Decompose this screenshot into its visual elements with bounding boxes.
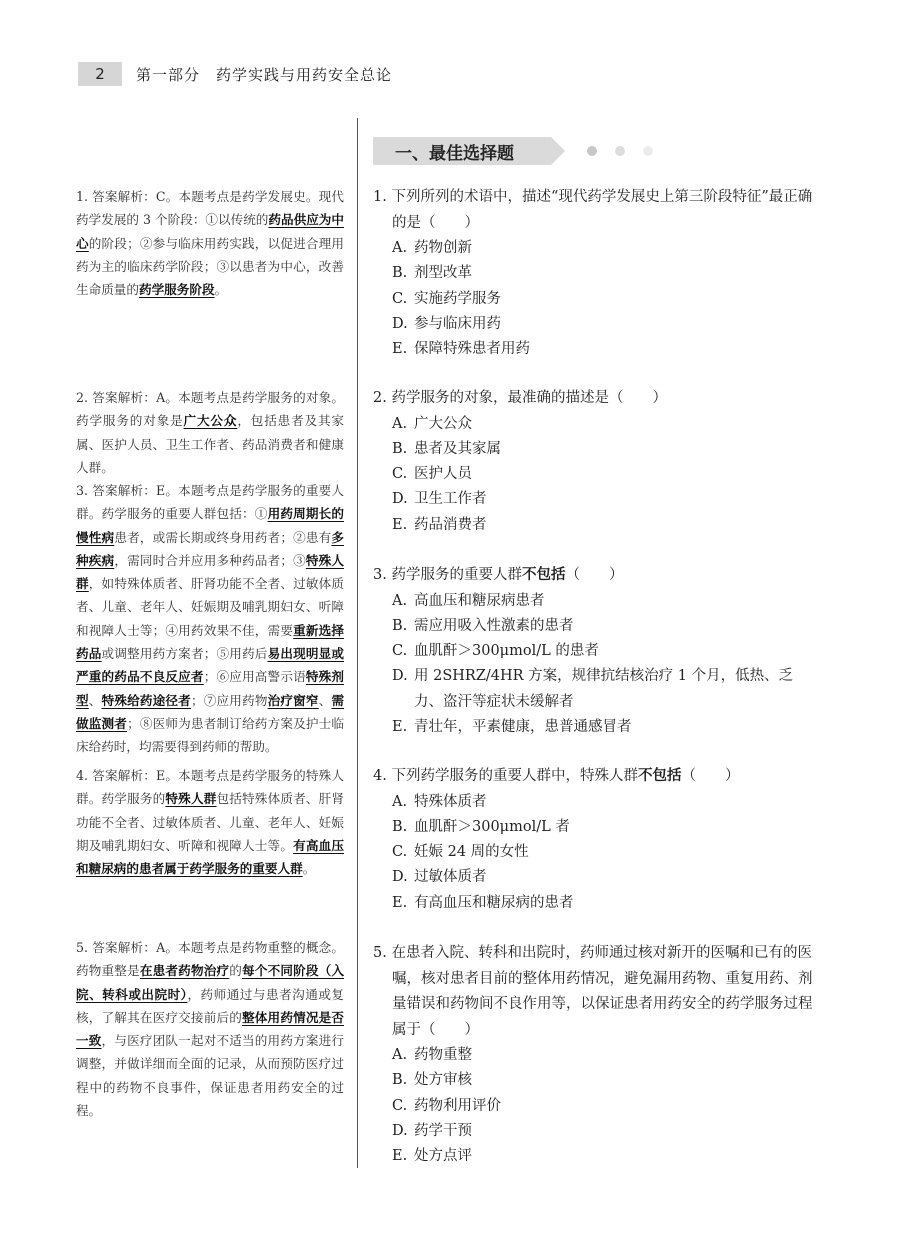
option-text: 保障特殊患者用药	[414, 341, 530, 358]
stem-text-end: （ ）	[681, 768, 740, 784]
key-point: 重新选择药品	[76, 622, 345, 662]
question-4	[373, 764, 813, 916]
answer-segment: 包括特殊体质者、肝肾功能不全者、过敏体质者、儿童、老年人、妊娠期及哺乳期妇女、听障和视障人士等。	[76, 791, 345, 853]
option-key: C.	[392, 844, 408, 861]
answer-segment: ，与医疗团队一起对不适当的用药方案进行调整，并做详细而全面的记录，从而预防医疗过程中的药物不良事件，保证患者用药安全的过程。	[76, 1033, 345, 1119]
option-text: 实施药学服务	[414, 290, 501, 307]
column-divider	[357, 118, 358, 1168]
stem-text: 3. 药学服务的重要人群	[373, 567, 522, 583]
option-key: B.	[392, 1072, 408, 1089]
option-key: A.	[392, 592, 408, 609]
banner-dot-3	[643, 146, 653, 156]
option-text: 有高血压和糖尿病的患者	[414, 894, 574, 911]
key-point: 特殊给药途径者	[101, 692, 191, 708]
key-point: 每个不同阶段（入院、转科或出院时）	[76, 963, 345, 1002]
option-key: A.	[392, 1047, 408, 1063]
answer-explanation-2	[76, 386, 344, 479]
option-a	[373, 589, 813, 614]
key-point: 多种疾病	[76, 529, 345, 568]
option-key: D.	[392, 315, 408, 332]
option-key: C.	[392, 643, 408, 660]
answer-segment: ；⑥应用高警示语	[203, 669, 306, 685]
option-key: A.	[392, 240, 408, 256]
key-point: 特殊剂型	[76, 669, 345, 708]
question-stem: 1. 下列所列的术语中，描述“现代药学发展史上第三阶段特征”最正确的是（ ）	[373, 189, 813, 231]
answer-explanation-1	[76, 185, 344, 301]
option-text: 血肌酐＞300μmol/L 的患者	[414, 643, 599, 660]
answer-segment: 或调整用药方案者；⑤用药后	[101, 646, 268, 662]
question-3	[373, 563, 813, 740]
answer-text	[76, 764, 344, 880]
option-key: B.	[392, 617, 408, 634]
answer-segment: 的	[229, 963, 243, 979]
question-stem: 5. 在患者入院、转科和出院时，药师通过核对新开的医嘱和已有的医嘱，核对患者目前的整体用药情况，避免漏用药物、重复用药、剂量错误和药物间不良作用等，以保证患者用药安全的药学服务过程属于（ ）	[373, 945, 813, 1038]
option-key: E.	[392, 718, 408, 735]
question-5	[373, 941, 813, 1169]
option-text: 妊娠 24 周的女性	[414, 844, 529, 861]
answer-segment: 。	[214, 282, 228, 298]
option-a	[373, 236, 813, 261]
option-key: D.	[392, 668, 408, 685]
option-text: 药物重整	[414, 1047, 472, 1063]
option-text: 过敏体质者	[414, 869, 487, 886]
option-e	[373, 715, 813, 740]
option-list	[373, 412, 813, 538]
option-text: 药品消费者	[414, 516, 487, 533]
key-point: 治疗窗窄	[267, 692, 319, 708]
section-banner-box	[373, 137, 551, 165]
key-point: 有高血压和糖尿病的患者属于药学服务的重要人群	[76, 837, 345, 877]
option-b	[373, 1068, 813, 1093]
answer-explanation-4	[76, 764, 344, 880]
option-c	[373, 1094, 813, 1119]
banner-dot-2	[615, 146, 625, 156]
key-point: 在患者药物治疗	[139, 963, 230, 979]
question-2	[373, 386, 813, 538]
answer-segment: 3. 答案解析：E。本题考点是药学服务的重要人群。药学服务的重要人群包括：①	[76, 483, 344, 522]
option-text: 青壮年，平素健康，患普通感冒者	[414, 718, 632, 735]
option-d	[373, 664, 813, 715]
option-key: A.	[392, 415, 408, 432]
chapter-title: 第一部分 药学实践与用药安全总论	[136, 65, 393, 84]
stem-emphasis: 不包括	[637, 768, 682, 784]
option-d	[373, 312, 813, 337]
answer-segment: 4. 答案解析：E。本题考点是药学服务的特殊人群。药学服务的	[76, 768, 344, 807]
option-text: 药学干预	[414, 1122, 472, 1139]
option-b	[373, 437, 813, 462]
key-point: 药学服务阶段	[138, 282, 215, 298]
question-stem	[373, 563, 813, 589]
answer-explanation-3	[76, 479, 344, 759]
option-text: 药物利用评价	[414, 1097, 501, 1114]
option-key: E.	[392, 1148, 408, 1165]
option-d	[373, 1119, 813, 1144]
option-d	[373, 865, 813, 890]
question-1	[373, 185, 813, 362]
answer-segment: ；⑧医师为患者制订给药方案及护士临床给药时，均需要得到药师的帮助。	[76, 715, 345, 755]
answer-segment: 。	[302, 861, 316, 877]
key-point: 特殊人群	[76, 552, 345, 592]
answer-segment: ，如特殊体质者、肝肾功能不全者、过敏体质者、儿童、老年人、妊娠期及哺乳期妇女、听障和视障人士等；④用药效果不佳，需要	[76, 576, 345, 638]
option-a	[373, 1043, 813, 1068]
answer-segment: 5. 答案解析：A。本题考点是药物重整的概念。药物重整是	[76, 940, 344, 979]
option-text: 血肌酐＞300μmol/L 者	[414, 818, 570, 835]
option-text: 医护人员	[414, 466, 472, 483]
answer-text	[76, 479, 344, 759]
answer-text	[76, 386, 344, 479]
option-text: 药物创新	[414, 240, 472, 256]
option-e	[373, 1144, 813, 1169]
question-stem: 2. 药学服务的对象，最准确的描述是（ ）	[373, 390, 667, 406]
option-d	[373, 487, 813, 512]
key-point: 广大公众	[183, 413, 238, 429]
key-point: 易出现明显或严重的药品不良反应者	[76, 646, 345, 685]
answer-segment: 患者，或需长期或终身用药者；②患有	[114, 529, 332, 545]
option-c	[373, 639, 813, 664]
option-text: 需应用吸入性激素的患者	[414, 617, 574, 634]
option-key: B.	[392, 265, 408, 282]
option-key: E.	[392, 341, 408, 358]
option-text: 剂型改革	[414, 265, 472, 282]
option-text: 卫生工作者	[414, 491, 487, 508]
answer-segment: ，药师通过与患者沟通或复核，了解其在医疗交接前后的	[76, 986, 344, 1025]
answer-segment: 的阶段；②参与临床用药实践，以促进合理用药为主的临床药学阶段；③以患者为中心，改善生命质量的	[76, 235, 345, 298]
option-e	[373, 337, 813, 362]
option-c	[373, 462, 813, 487]
option-e	[373, 891, 813, 916]
section-title: 一、最佳选择题	[395, 143, 514, 164]
question-stem	[373, 764, 813, 790]
option-e	[373, 513, 813, 538]
option-key: C.	[392, 1097, 408, 1114]
answer-segment: ，需同时合并应用多种药品者；③	[114, 552, 306, 568]
option-b	[373, 815, 813, 840]
option-c	[373, 840, 813, 865]
answer-explanation-5	[76, 936, 344, 1122]
answer-segment: 1. 答案解析：C。本题考点是药学发展史。现代药学发展的 3 个阶段：①以传统的	[76, 189, 344, 228]
banner-dot-1	[587, 146, 597, 156]
key-point: 整体用药情况是否一致	[76, 1009, 345, 1049]
answer-segment: 2. 答案解析：A。本题考点是药学服务的对象。药学服务的对象是	[76, 390, 344, 429]
section-banner	[373, 137, 551, 165]
key-point: 药品供应为中心	[76, 212, 344, 251]
option-a	[373, 412, 813, 437]
option-text: 特殊体质者	[414, 793, 487, 810]
stem-text: 4. 下列药学服务的重要人群中，特殊人群	[373, 768, 638, 784]
option-key: C.	[392, 466, 408, 483]
option-key: B.	[392, 440, 408, 457]
answer-segment: ；⑦应用药物	[190, 692, 268, 708]
option-c	[373, 287, 813, 312]
option-list	[373, 236, 813, 362]
option-b	[373, 614, 813, 639]
option-a	[373, 790, 813, 815]
option-key: C.	[392, 290, 408, 307]
option-key: E.	[392, 894, 408, 911]
answer-text	[76, 185, 344, 301]
option-key: D.	[392, 869, 408, 886]
option-text: 处方审核	[414, 1072, 472, 1089]
page-number: 2	[78, 62, 122, 86]
option-key: A.	[392, 793, 408, 810]
option-text: 高血压和糖尿病患者	[414, 592, 545, 609]
option-key: D.	[392, 1122, 408, 1139]
option-key: E.	[392, 516, 408, 533]
key-point: 特殊人群	[165, 791, 217, 807]
option-text: 广大公众	[414, 415, 472, 432]
option-list	[373, 790, 813, 916]
option-key: D.	[392, 491, 408, 508]
stem-text-end: （ ）	[565, 567, 624, 583]
key-point: 需做监测者	[76, 692, 345, 731]
option-key: B.	[392, 818, 408, 835]
option-text: 用 2SHRZ/4HR 方案，规律抗结核治疗 1 个月，低热、乏力、盗汗等症状未缓解者	[414, 668, 794, 710]
option-text: 处方点评	[414, 1148, 472, 1165]
answer-text	[76, 936, 344, 1122]
key-point: 用药周期长的慢性病	[76, 506, 345, 545]
answer-segment: ，包括患者及其家属、医护人员、卫生工作者、药品消费者和健康人群。	[76, 413, 345, 475]
option-list	[373, 589, 813, 741]
stem-emphasis: 不包括	[521, 567, 566, 583]
option-text: 患者及其家属	[414, 440, 501, 457]
option-text: 参与临床用药	[414, 315, 501, 332]
answer-segment: 、	[318, 692, 332, 708]
page-header	[78, 62, 438, 86]
option-list	[373, 1043, 813, 1169]
answer-segment: 、	[88, 692, 102, 708]
option-b	[373, 261, 813, 286]
